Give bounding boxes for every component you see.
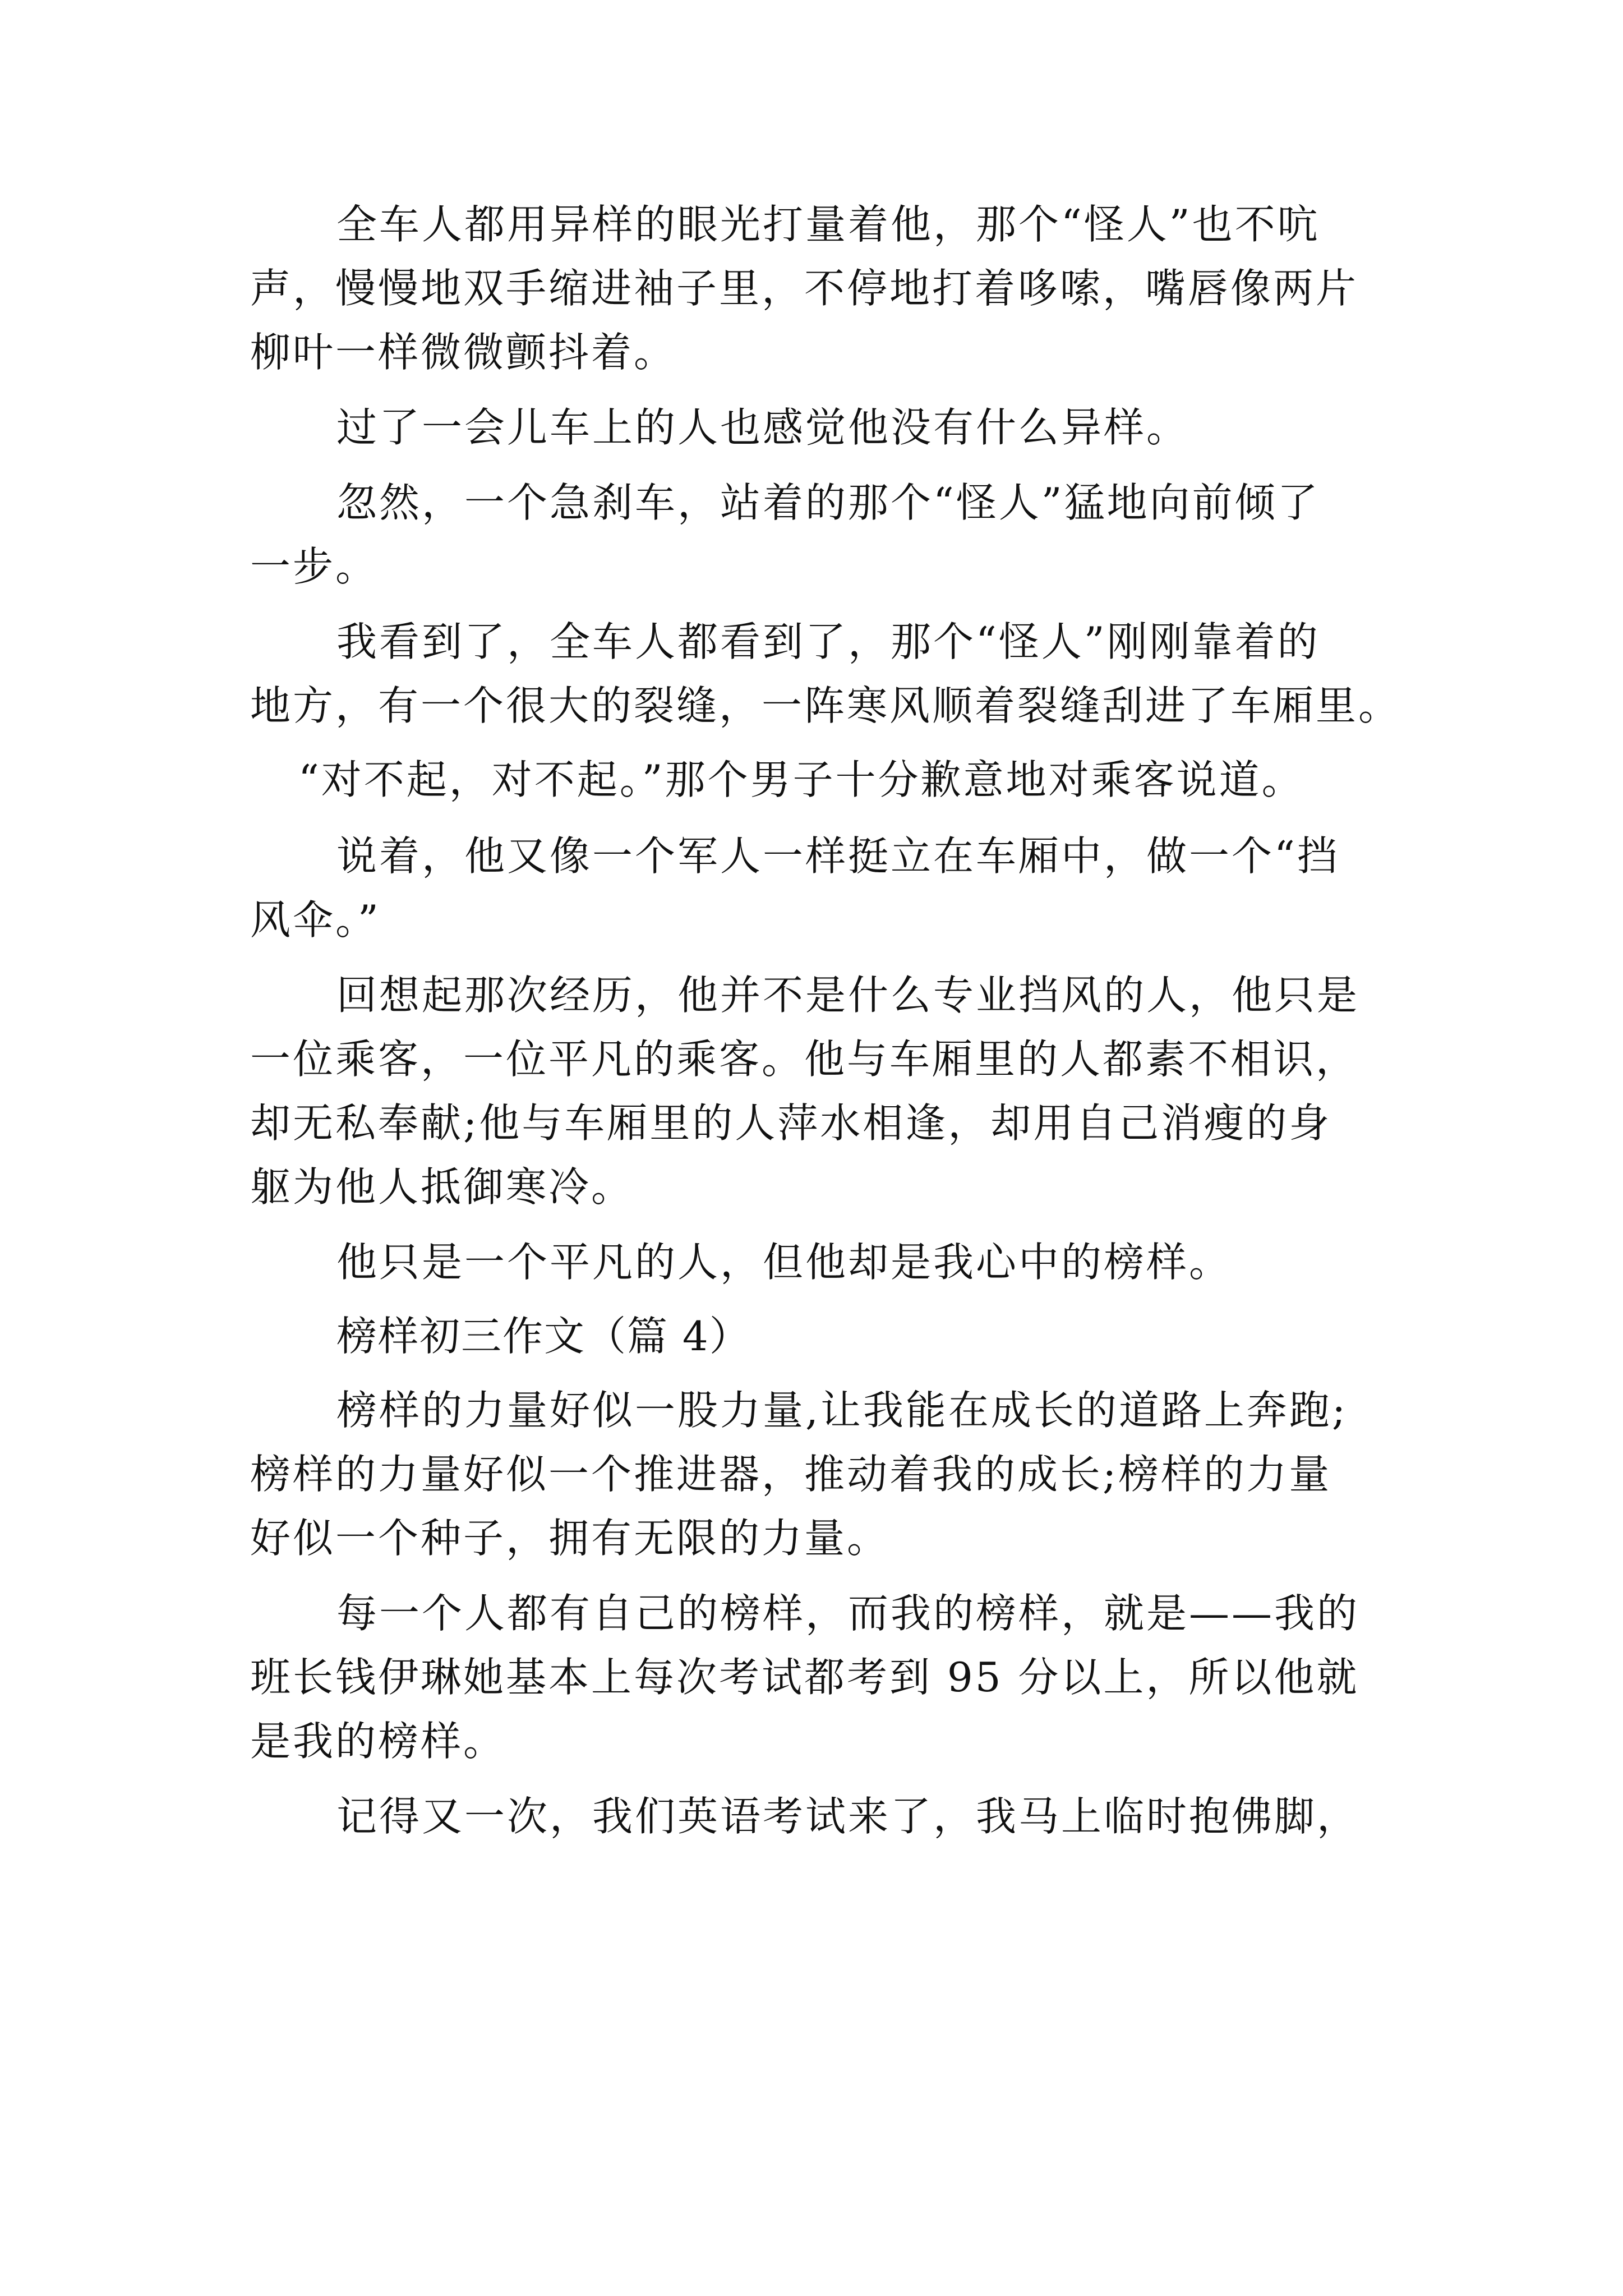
section-heading: 榜样初三作文（篇 4）: [336, 1313, 751, 1360]
text-line: 回想起那次经历，他并不是什么专业挡风的人，他只是: [336, 972, 1360, 1019]
text-line: 他只是一个平凡的人，但他却是我心中的榜样。: [336, 1239, 1232, 1286]
text-line: 地方，有一个很大的裂缝，一阵寒风顺着裂缝刮进了车厢里。: [250, 682, 1401, 729]
text-line: 榜样的力量好似一股力量,让我能在成长的道路上奔跑;: [336, 1387, 1348, 1434]
text-line: 却无私奉献;他与车厢里的人萍水相逢，却用自己消瘦的身: [250, 1099, 1332, 1147]
text-line: 忽然，一个急刹车，站着的那个“怪人”猛地向前倾了: [336, 479, 1320, 526]
text-line: 班长钱伊琳她基本上每次考试都考到 95 分以上，所以他就: [250, 1654, 1359, 1701]
text-line: 柳叶一样微微颤抖着。: [250, 329, 677, 376]
text-line: 声，慢慢地双手缩进袖子里，不停地打着哆嗦，嘴唇像两片: [250, 265, 1359, 312]
text-line: 每一个人都有自己的榜样，而我的榜样，就是——我的: [336, 1590, 1360, 1637]
text-line: “对不起，对不起。”那个男子十分歉意地对乘客说道。: [298, 756, 1304, 803]
text-line: 全车人都用异样的眼光打量着他，那个“怪人”也不吭: [336, 201, 1320, 248]
text-line: 是我的榜样。: [250, 1718, 506, 1765]
text-line: 一步。: [250, 543, 379, 590]
text-line: 榜样的力量好似一个推进器，推动着我的成长;榜样的力量: [250, 1451, 1332, 1498]
text-line: 说着，他又像一个军人一样挺立在车厢中，做一个“挡: [336, 832, 1340, 880]
text-line: 躯为他人抵御寒冷。: [250, 1163, 634, 1211]
text-line: 过了一会儿车上的人也感觉他没有什么异样。: [336, 404, 1189, 451]
text-line: 风伞。”: [250, 896, 381, 944]
text-line: 好似一个种子，拥有无限的力量。: [250, 1515, 890, 1562]
text-line: 一位乘客，一位平凡的乘客。他与车厢里的人都素不相识，: [250, 1036, 1359, 1083]
text-line: 记得又一次，我们英语考试来了，我马上临时抱佛脚，: [336, 1793, 1360, 1840]
text-line: 我看到了，全车人都看到了，那个“怪人”刚刚靠着的: [336, 618, 1320, 665]
